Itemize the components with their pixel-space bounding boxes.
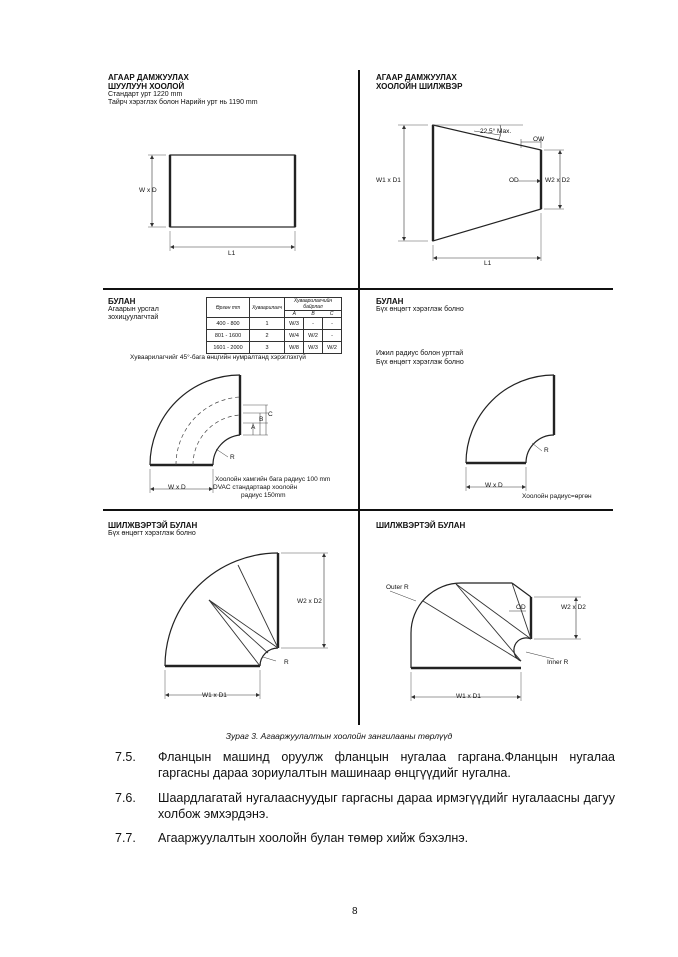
panel-title-line1: АГААР ДАМЖУУЛАХ bbox=[108, 73, 189, 82]
panel-title: БУЛАН bbox=[376, 297, 404, 306]
note-line2: Бүх өнцөгт хэрэглэж болно bbox=[376, 359, 464, 366]
panel-straight-duct bbox=[108, 73, 353, 285]
label-b: B bbox=[259, 416, 264, 423]
w1-label: W1 x D1 bbox=[376, 177, 401, 184]
reducer-drawing bbox=[376, 73, 613, 285]
angle-label: 22.5° Max. bbox=[480, 128, 512, 135]
panel-reducer bbox=[376, 73, 613, 285]
bottom-note: Хоолойн радиус=өргөн bbox=[522, 493, 592, 500]
w1-label: W1 x D1 bbox=[202, 692, 227, 699]
label-a: A bbox=[251, 424, 256, 431]
table-cell: W/8 bbox=[285, 342, 304, 354]
page-number: 8 bbox=[352, 906, 358, 917]
item-text: Агааржуулалтын хоолойн булан төмөр хийж бэхэлнэ. bbox=[158, 831, 469, 845]
divider-vertical bbox=[358, 70, 360, 725]
item-text: Шаардлагатай нугалааснуудыг гаргасны дараа ирмэгүүдийг нугалаасны дагуу холбож эмхэрдэнэ. bbox=[158, 791, 615, 821]
item-number: 7.6. bbox=[115, 791, 136, 805]
panel-title: ШИЛЖВЭРТЭЙ БУЛАН bbox=[108, 521, 198, 530]
inner-r-label: Inner R bbox=[547, 659, 569, 666]
panel-elbow-vanes bbox=[108, 297, 358, 507]
panel-title: БУЛАН bbox=[108, 297, 136, 306]
w2-label: W2 x D2 bbox=[297, 598, 322, 605]
panel-title-line1: АГААР ДАМЖУУЛАХ bbox=[376, 73, 457, 82]
label-c: C bbox=[268, 411, 273, 418]
item-number: 7.5. bbox=[115, 750, 136, 764]
od-label: OD bbox=[516, 604, 526, 611]
table-cell: - bbox=[304, 318, 323, 330]
table-cell: W/4 bbox=[285, 330, 304, 342]
divider-horizontal-2 bbox=[103, 509, 613, 511]
panel-title: ШИЛЖВЭРТЭЙ БУЛАН bbox=[376, 521, 466, 530]
w2-label: W2 x D2 bbox=[561, 604, 586, 611]
table-cell: W/3 bbox=[304, 342, 323, 354]
panel-transition-elbow-1 bbox=[108, 521, 358, 721]
panel-title-line2: ШУУЛУУН ХООЛОЙ bbox=[108, 82, 185, 91]
panel-sub: Бүх өнцөгт хэрэглэж болно bbox=[108, 530, 196, 537]
table-cell: - bbox=[323, 318, 342, 330]
panel-sub-line2: зохицуулагчтай bbox=[108, 314, 159, 321]
note-line1: Ижил радиус болон урттай bbox=[376, 350, 464, 357]
w1-label: W1 x D1 bbox=[456, 693, 481, 700]
list-item bbox=[115, 749, 615, 783]
panel-sub-line2: Тайрч хэрэглэх болон Нарийн урт нь 1190 mm bbox=[108, 99, 258, 106]
bottom-line2: DVAC стандартаар хоолойн bbox=[213, 484, 298, 491]
table-header: Хуваарилагч bbox=[250, 298, 285, 318]
label-r: R bbox=[544, 447, 549, 454]
table-subheader: C bbox=[329, 311, 334, 317]
label-r: R bbox=[230, 454, 235, 461]
w2-label: W2 x D2 bbox=[545, 177, 570, 184]
table-subheader: A bbox=[292, 311, 297, 317]
table-cell: 801 - 1600 bbox=[207, 330, 250, 342]
table-cell: - bbox=[323, 330, 342, 342]
table-cell: 2 bbox=[250, 330, 285, 342]
transition-elbow-1-drawing bbox=[108, 521, 358, 721]
label-wd: W x D bbox=[168, 484, 186, 491]
table-cell: W/2 bbox=[323, 342, 342, 354]
table-cell: 3 bbox=[250, 342, 285, 354]
item-text: Фланцын машинд оруулж фланцын нугалаа гаргана.Фланцын нугалаа гаргасны дараа зориулалтын машинаар өнцгүүдийг нугална. bbox=[158, 750, 615, 780]
table-header: Өргөн mm bbox=[207, 298, 250, 318]
transition-elbow-2-drawing bbox=[376, 521, 613, 721]
table-cell: W/2 bbox=[304, 330, 323, 342]
dim-width-label: W x D bbox=[139, 187, 157, 194]
item-number: 7.7. bbox=[115, 831, 136, 845]
bottom-line1: Хоолойн хамгийн бага радиус 100 mm bbox=[215, 476, 331, 483]
vane-note: Хуваарилагчийг 45°-бага өнцгийн нумралтанд хэрэглэхгүй bbox=[130, 354, 306, 361]
panel-sub: Бүх өнцөгт хэрэглэж болно bbox=[376, 306, 464, 313]
table-subheader: B bbox=[311, 311, 315, 317]
panel-transition-elbow-2 bbox=[376, 521, 613, 721]
od-label: OD bbox=[509, 177, 519, 184]
panel-sub-line1: Стандарт урт 1220 mm bbox=[108, 91, 183, 98]
outer-r-label: Outer R bbox=[386, 584, 409, 591]
elbow-plain-drawing bbox=[376, 297, 613, 507]
figure-caption: Зураг 3. Агааржуулалтын хоолойн зангилааны төрлүүд bbox=[225, 731, 453, 741]
table-header-text: Хуваарилагчийн байрлал bbox=[285, 298, 341, 311]
list-item bbox=[115, 790, 615, 824]
table-cell: 1601 - 2000 bbox=[207, 342, 250, 354]
ow-label: OW bbox=[533, 136, 545, 143]
table-cell: 400 - 800 bbox=[207, 318, 250, 330]
dim-length-label: L1 bbox=[228, 250, 236, 257]
panel-title-line2: ХООЛОЙН ШИЛЖВЭР bbox=[376, 82, 463, 91]
l1-label: L1 bbox=[484, 260, 492, 267]
label-wd: W x D bbox=[485, 482, 503, 489]
divider-horizontal-1 bbox=[103, 288, 613, 290]
table-cell: W/3 bbox=[285, 318, 304, 330]
table-cell: 1 bbox=[250, 318, 285, 330]
panel-sub-line1: Агаарын урсгал bbox=[108, 306, 159, 313]
list-item bbox=[115, 830, 615, 848]
bottom-line3: радиус 150mm bbox=[241, 492, 286, 499]
panel-elbow-plain bbox=[376, 297, 613, 507]
r-label: R bbox=[284, 659, 289, 666]
